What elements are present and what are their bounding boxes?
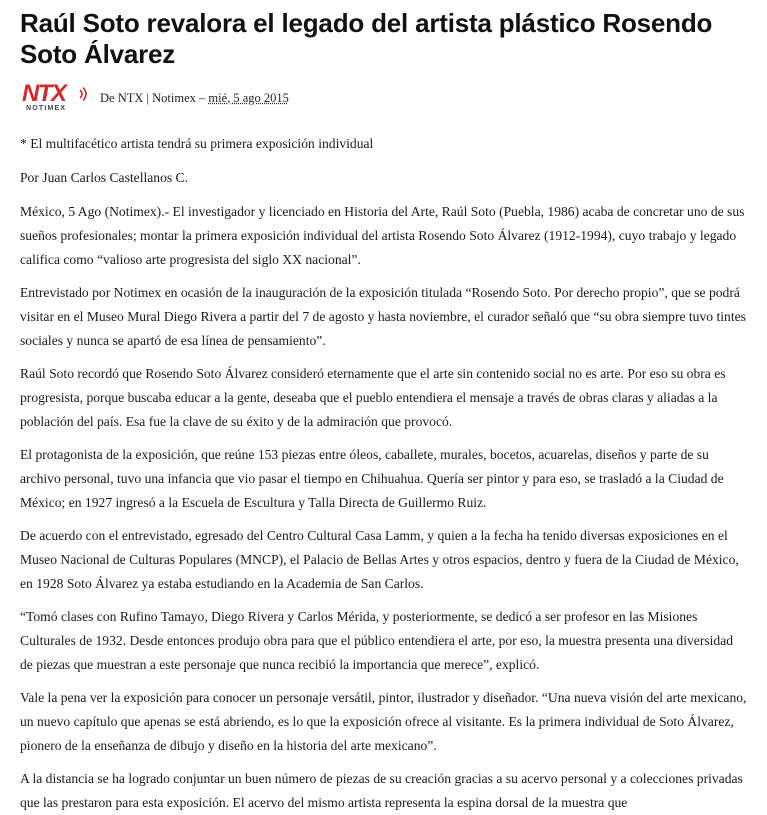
paragraph: Entrevistado por Notimex en ocasión de la inauguración de la exposición titulada “Rosendo Soto. Por derecho propio”, que se podrá visitar en el Museo Mural Diego Rivera a partir del 7 de agosto y hasta noviembre, el curador señaló que “su obra siempre tuvo tintes sociales y nunca se apartó de esa línea de pensamiento”. <box>20 285 746 348</box>
paragraph: Raúl Soto recordó que Rosendo Soto Álvarez consideró eternamente que el arte sin contenido social no es arte. Por eso su obra es progresista, porque buscaba educar a la gente, deseaba que el pueblo entendiera el mensaje a través de obras claras y aliadas a la población del país. Esa fue la clave de su éxito y de la admiración que provocó. <box>20 366 726 429</box>
source-text: De NTX | Notimex – <box>100 90 209 105</box>
byline <box>20 80 749 116</box>
broadcast-waves-icon <box>78 86 90 102</box>
publish-date: mié, 5 ago 2015 <box>208 90 289 105</box>
headline: Raúl Soto revalora el legado del artista plástico Rosendo Soto Álvarez <box>20 8 713 69</box>
byline-meta <box>100 91 289 106</box>
paragraph: El protagonista de la exposición, que reúne 153 piezas entre óleos, caballete, murales, bocetos, acuarelas, diseños y parte de su archivo personal, tuvo una infancia que vio pasar el tiempo en Chihuahua. Quería ser pintor y para eso, se trasladó a la Ciudad de México; en 1927 ingresó a la Escuela de Escultura y Talla Directa de Guillermo Ruiz. <box>20 447 724 510</box>
logo-wordmark: NTX <box>22 80 66 107</box>
summary-line: * El multifacético artista tendrá su primera exposición individual <box>20 136 374 151</box>
paragraph: México, 5 Ago (Notimex).- El investigador y licenciado en Historia del Arte, Raúl Soto (Puebla, 1986) acaba de concretar uno de sus sueños profesionales; montar la primera exposición individual del artista Rosendo Soto Álvarez (1912-1994), cuyo trabajo y legado califica como “valioso arte progresista del siglo XX nacional”. <box>20 204 745 267</box>
author-line: Por Juan Carlos Castellanos C. <box>20 170 189 185</box>
logo-subtext: NOTIMEX <box>26 105 67 112</box>
article-body <box>20 132 749 815</box>
paragraph: “Tomó clases con Rufino Tamayo, Diego Rivera y Carlos Mérida, y posteriormente, se dedicó a ser profesor en las Misiones Culturales de 1932. Desde entonces produjo obra para que el público entendiera el arte, por eso, la muestra presenta una diversidad de piezas que muestran a este personaje que nunca recibió la importancia que merece”, explicó. <box>20 609 734 672</box>
paragraph: A la distancia se ha logrado conjuntar un buen número de piezas de su creación gracias a su acervo personal y a colecciones privadas que las prestaron para esta exposición. El acervo del mismo artista representa la espina dorsal de la muestra que <box>20 771 743 810</box>
paragraph: Vale la pena ver la exposición para conocer un personaje versátil, pintor, ilustrador y diseñador. “Una nueva visión del arte mexicano, un nuevo capítulo que apenas se está abriendo, es lo que la exposición ofrece al visitante. Es la primera individual de Soto Álvarez, pionero de la enseñanza de dibujo y diseño en la historia del arte mexicano”. <box>20 690 747 753</box>
paragraph: De acuerdo con el entrevistado, egresado del Centro Cultural Casa Lamm, y quien a la fecha ha tenido diversas exposiciones en el Museo Nacional de Culturas Populares (MNCP), el Palacio de Bellas Artes y otros espacios, dentro y fuera de la Ciudad de México, en 1928 Soto Álvarez ya estaba estudiando en la Academia de San Carlos. <box>20 528 739 591</box>
ntx-notimex-logo[interactable] <box>20 81 90 115</box>
